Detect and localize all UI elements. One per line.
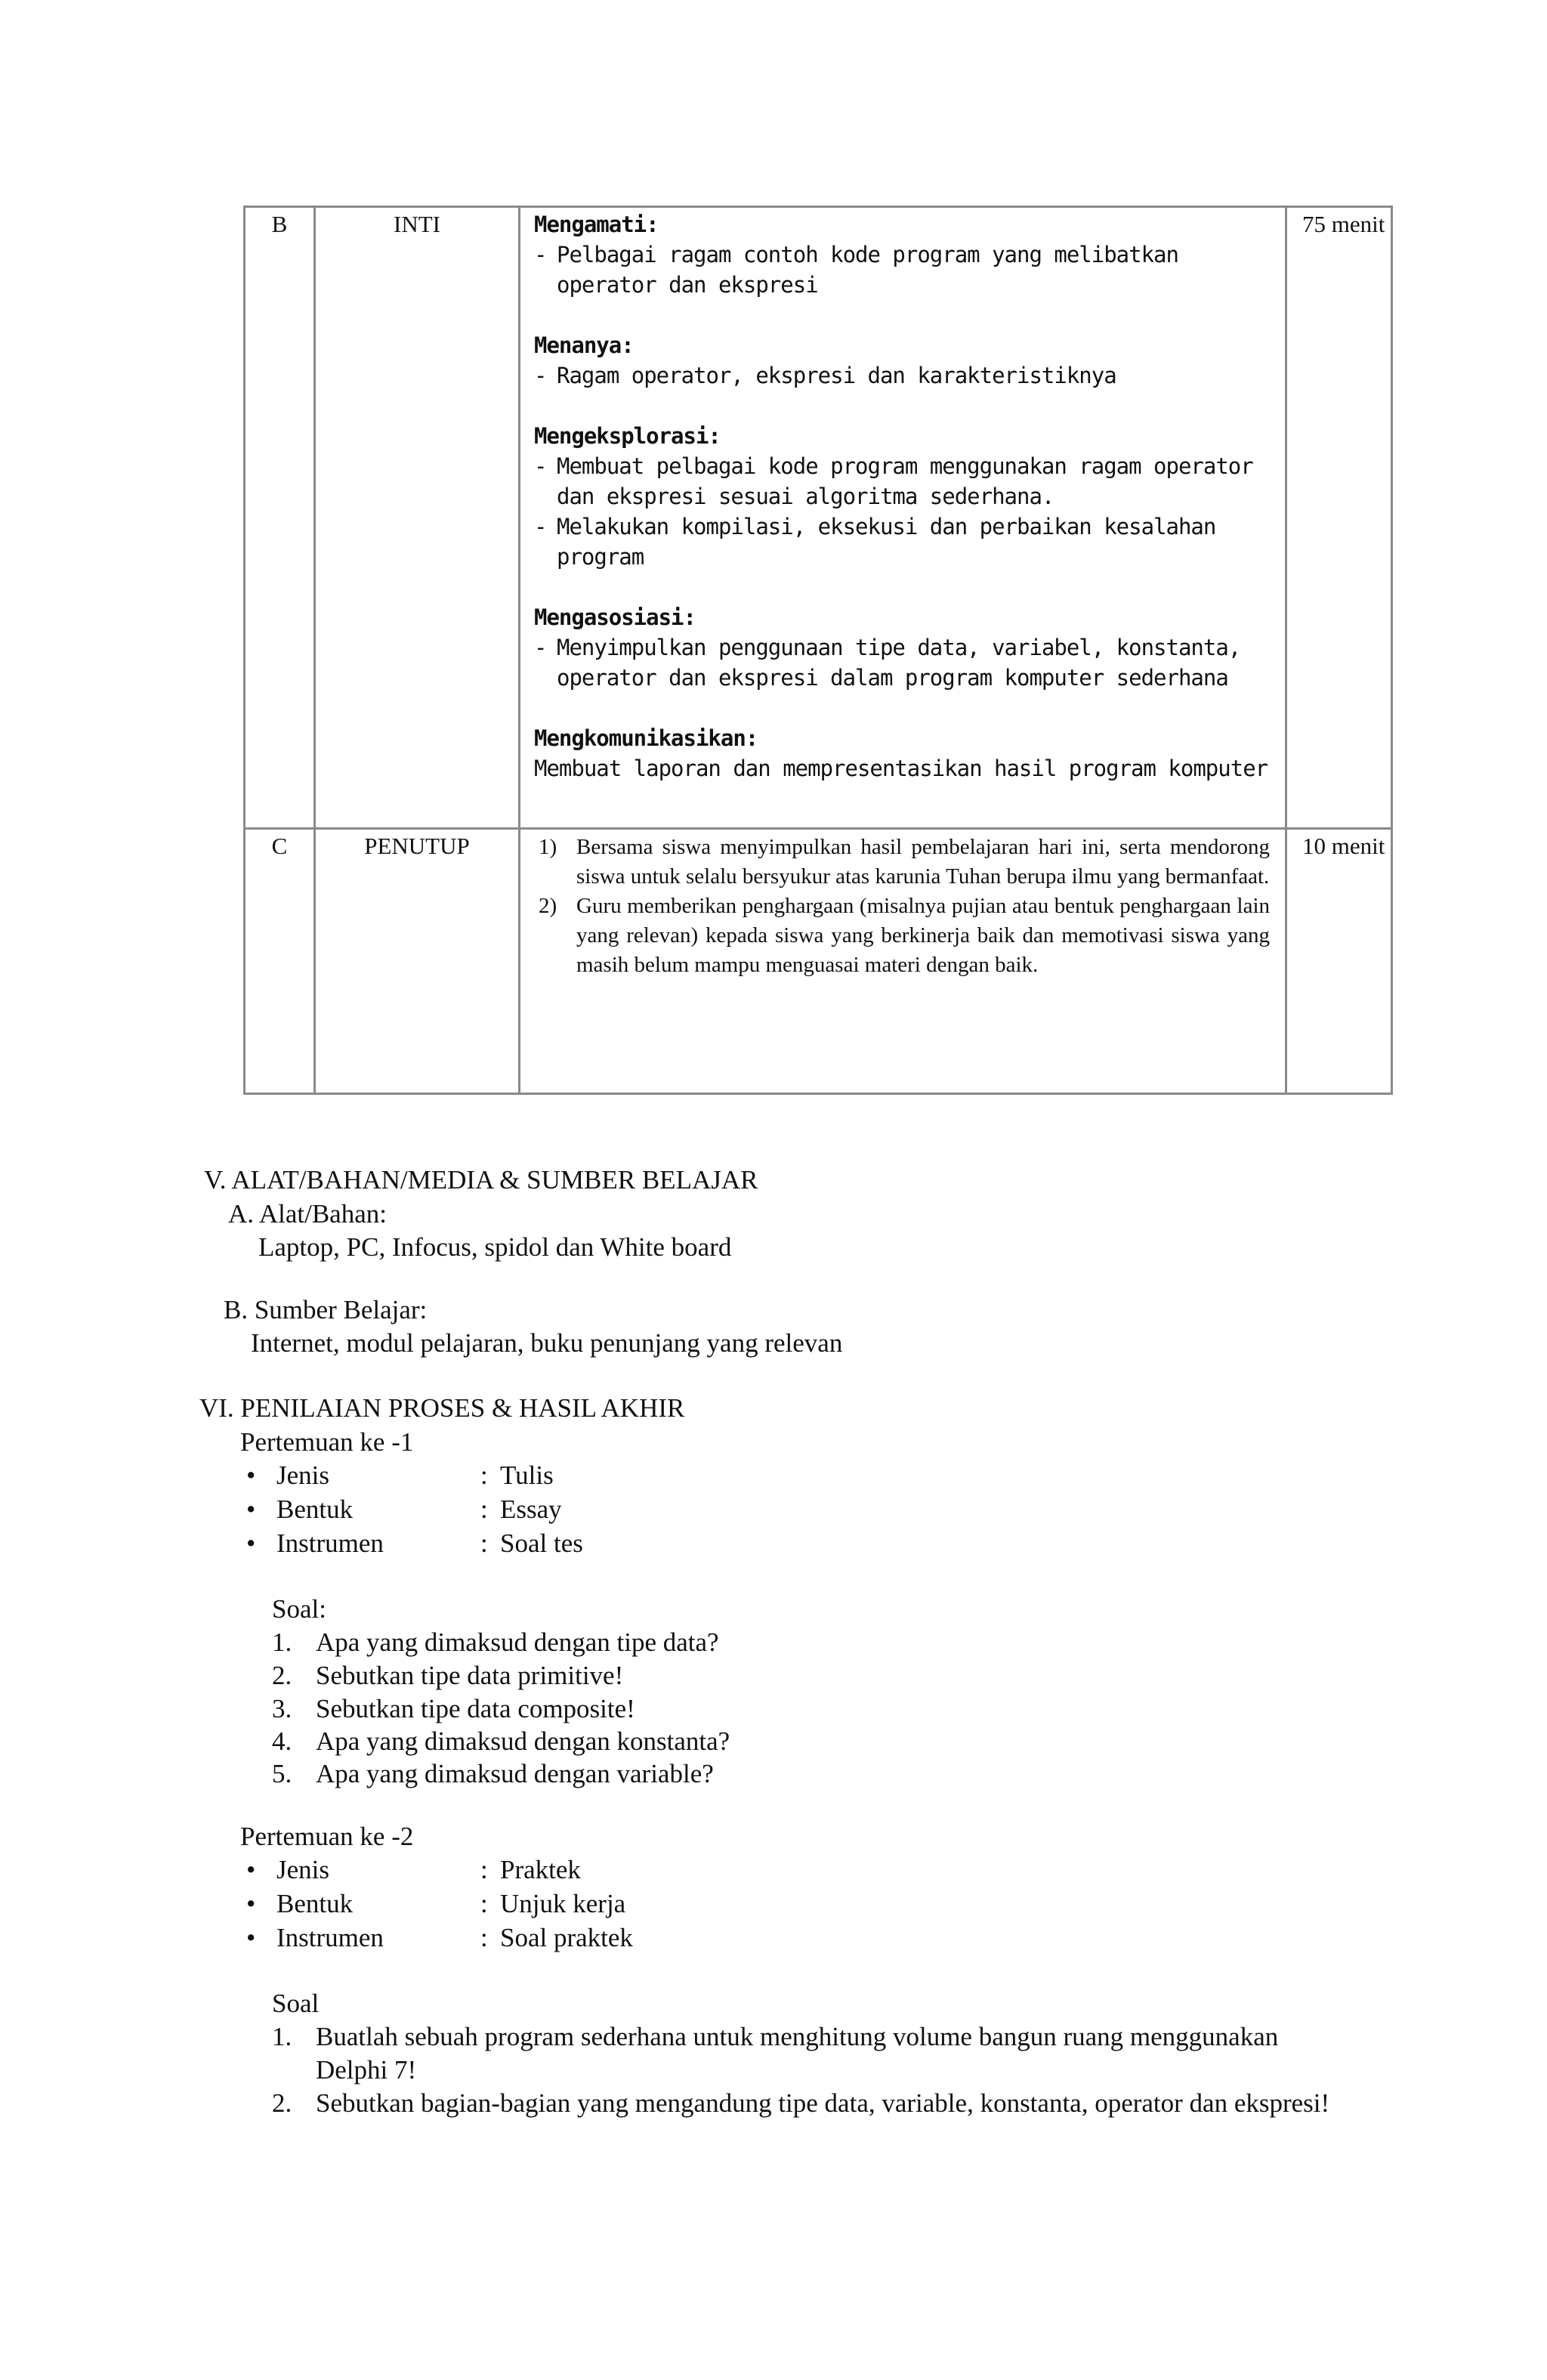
list-item: - Ragam operator, ekspresi dan karakteristiknya	[534, 363, 1116, 388]
soal-label: Soal:	[272, 1594, 326, 1624]
list-item: - Melakukan kompilasi, eksekusi dan perbaikan kesalahan program	[534, 514, 1216, 570]
heading-mengeksplorasi: Mengeksplorasi:	[534, 423, 721, 449]
attr-row: • Instrumen : Soal tes	[246, 1528, 583, 1558]
meeting-2-title: Pertemuan ke -2	[240, 1822, 414, 1851]
sumber-belajar-label: B. Sumber Belajar:	[224, 1295, 428, 1324]
row-number: B	[245, 207, 315, 829]
heading-mengamati: Mengamati:	[534, 212, 659, 237]
list-item: - Pelbagai ragam contoh kode program yang melibatkan operator dan ekspresi	[534, 242, 1178, 298]
list-item: - Menyimpulkan penggunaan tipe data, variabel, konstanta, operator dan ekspresi dalam program komputer sederhana	[534, 635, 1241, 691]
soal-label: Soal	[272, 1989, 320, 2018]
row-number: C	[245, 829, 315, 1094]
heading-menanya: Menanya:	[534, 332, 634, 358]
row-time: 10 menit	[1286, 829, 1392, 1094]
row-time: 75 menit	[1286, 207, 1392, 829]
list-item: 2) Guru memberikan penghargaan (misalnya pujian atau bentuk penghargaan lain yang relevan) kepada siswa yang berkinerja baik dan memotivasi siswa yang masih belum mampu menguasai materi dengan baik.	[539, 894, 1270, 977]
attr-row: • Bentuk : Unjuk kerja	[246, 1889, 626, 1918]
table-row-penutup	[245, 829, 1392, 1094]
section-6-title: VI. PENILAIAN PROSES & HASIL AKHIR	[199, 1393, 685, 1423]
alat-bahan-text: Laptop, PC, Infocus, spidol dan White board	[258, 1232, 732, 1262]
row-stage: INTI	[315, 207, 520, 829]
heading-mengkomunikasikan: Mengkomunikasikan:	[534, 725, 758, 751]
inti-activities	[520, 207, 1286, 829]
attr-row: • Jenis : Tulis	[246, 1460, 554, 1490]
penutup-activities	[520, 829, 1286, 1094]
sumber-belajar-text: Internet, modul pelajaran, buku penunjang yang relevan	[251, 1328, 843, 1358]
meeting-1-title: Pertemuan ke -1	[240, 1427, 414, 1457]
attr-row: • Jenis : Praktek	[246, 1855, 581, 1884]
list-item: - Membuat pelbagai kode program menggunakan ragam operator dan ekspresi sesuai algoritma sederhana.	[534, 453, 1253, 509]
table-row-inti	[245, 207, 1392, 829]
heading-mengasosiasi: Mengasosiasi:	[534, 604, 696, 630]
list-item: 1) Bersama siswa menyimpulkan hasil pembelajaran hari ini, serta mendorong siswa untuk selalu bersyukur atas karunia Tuhan berupa ilmu yang bermanfaat.	[539, 835, 1270, 889]
attr-row: • Bentuk : Essay	[246, 1494, 562, 1524]
activity-table	[243, 206, 1393, 1095]
mengkomunikasikan-text: Membuat laporan dan mempresentasikan hasil program komputer	[534, 756, 1268, 781]
section-5-title: V. ALAT/BAHAN/MEDIA & SUMBER BELAJAR	[204, 1165, 758, 1195]
attr-row: • Instrumen : Soal praktek	[246, 1923, 633, 1952]
alat-bahan-label: A. Alat/Bahan:	[228, 1199, 387, 1229]
row-stage: PENUTUP	[315, 829, 520, 1094]
